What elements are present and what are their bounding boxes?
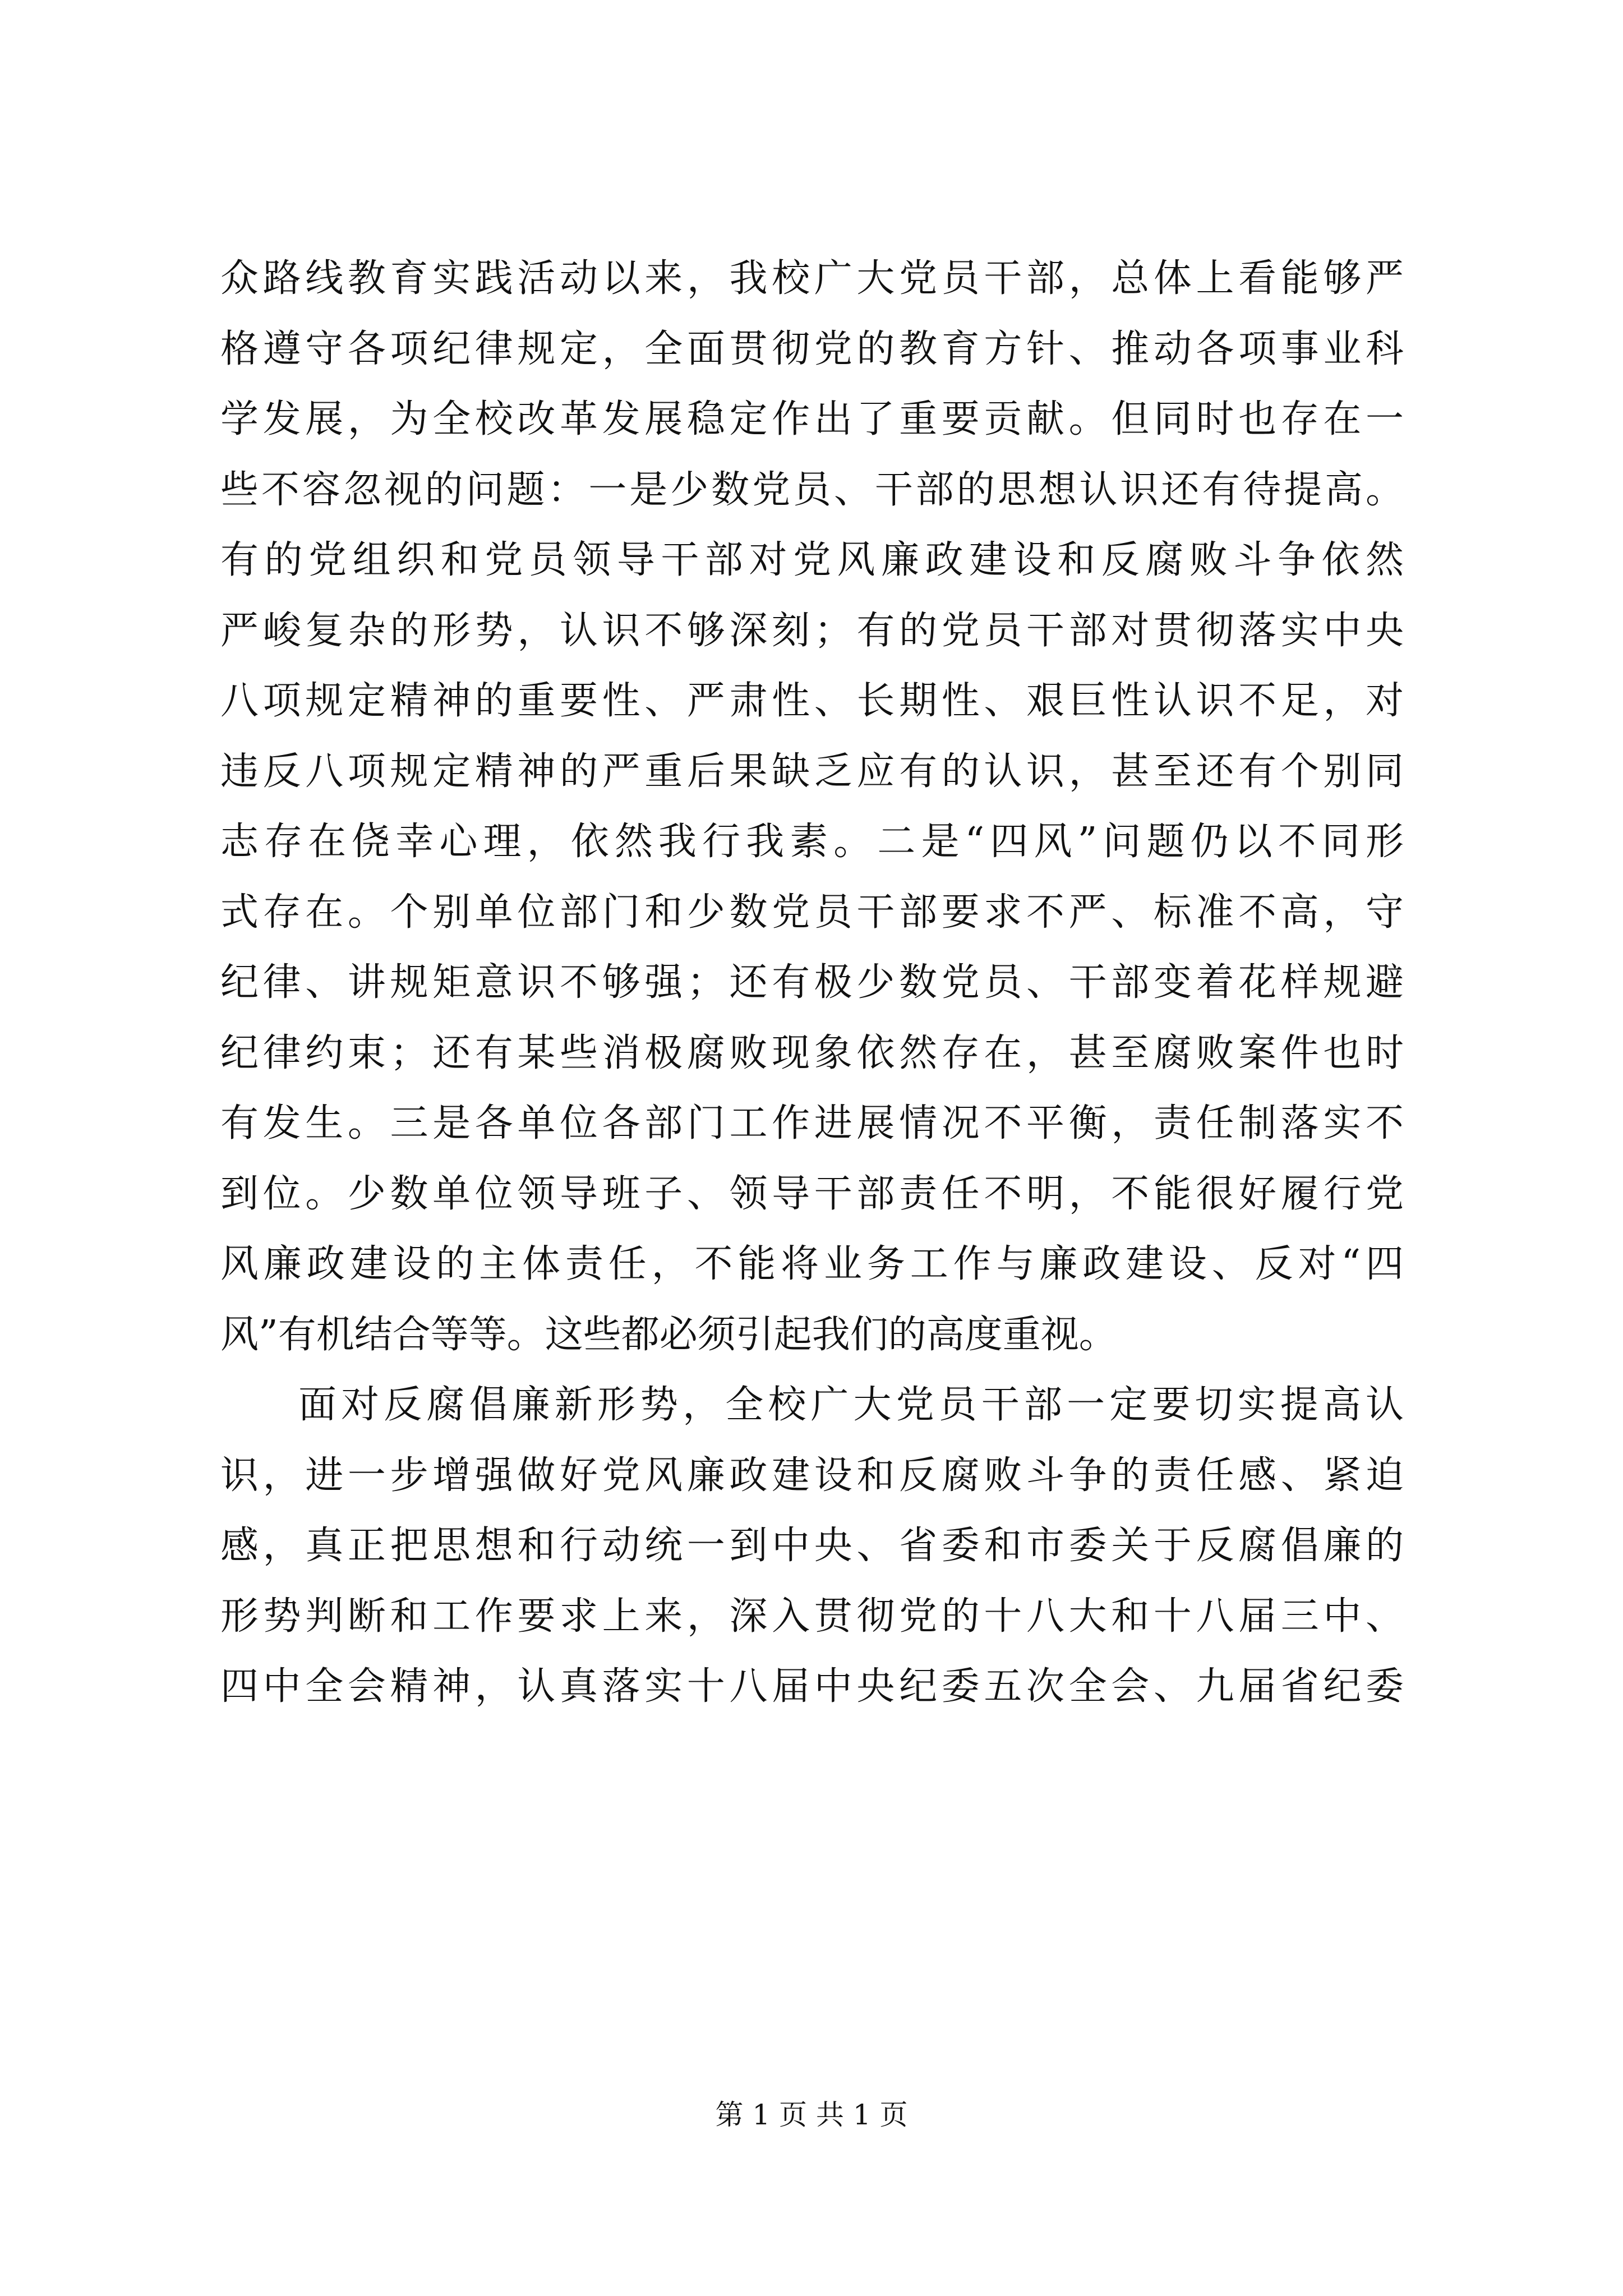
text-line: 风”有机结合等等。这些都必须引起我们的高度重视。: [220, 1312, 1117, 1357]
text-line: 纪律、讲规矩意识不够强；还有极少数党员、干部变着花样规避: [220, 960, 1404, 1005]
text-line: 众路线教育实践活动以来，我校广大党员干部，总体上看能够严: [220, 256, 1404, 301]
document-body: [220, 243, 1404, 1722]
text-line: 纪律约束；还有某些消极腐败现象依然存在，甚至腐败案件也时: [220, 1030, 1404, 1075]
text-line: 学发展，为全校改革发展稳定作出了重要贡献。但同时也存在一: [220, 397, 1404, 441]
text-line: 风廉政建设的主体责任，不能将业务工作与廉政建设、反对“四: [220, 1242, 1404, 1286]
text-line: 违反八项规定精神的严重后果缺乏应有的认识，甚至还有个别同: [220, 749, 1404, 794]
text-line: 识，进一步增强做好党风廉政建设和反腐败斗争的责任感、紧迫: [220, 1453, 1404, 1498]
text-line: 志存在侥幸心理，依然我行我素。二是“四风”问题仍以不同形: [220, 820, 1404, 864]
paragraph-2: [220, 1370, 1404, 1722]
text-line: 有发生。三是各单位各部门工作进展情况不平衡，责任制落实不: [220, 1101, 1404, 1145]
text-line: 到位。少数单位领导班子、领导干部责任不明，不能很好履行党: [220, 1171, 1404, 1216]
text-line: 式存在。个别单位部门和少数党员干部要求不严、标准不高，守: [220, 890, 1404, 935]
text-line: 形势判断和工作要求上来，深入贯彻党的十八大和十八届三中、: [220, 1594, 1404, 1639]
text-line: 些不容忽视的问题：一是少数党员、干部的思想认识还有待提高。: [220, 467, 1404, 512]
text-line: 面对反腐倡廉新形势，全校广大党员干部一定要切实提高认: [298, 1383, 1404, 1427]
page-number-footer: 第 1 页 共 1 页: [715, 2099, 908, 2131]
text-line: 八项规定精神的重要性、严肃性、长期性、艰巨性认识不足，对: [220, 679, 1404, 723]
text-line: 感，真正把思想和行动统一到中央、省委和市委关于反腐倡廉的: [220, 1524, 1404, 1568]
text-line: 有的党组织和党员领导干部对党风廉政建设和反腐败斗争依然: [220, 538, 1404, 582]
text-line: 四中全会精神，认真落实十八届中央纪委五次全会、九届省纪委: [220, 1664, 1404, 1709]
text-line: 格遵守各项纪律规定，全面贯彻党的教育方针、推动各项事业科: [220, 326, 1404, 371]
text-line: 严峻复杂的形势，认识不够深刻；有的党员干部对贯彻落实中央: [220, 608, 1404, 653]
paragraph-1: [220, 243, 1404, 1370]
